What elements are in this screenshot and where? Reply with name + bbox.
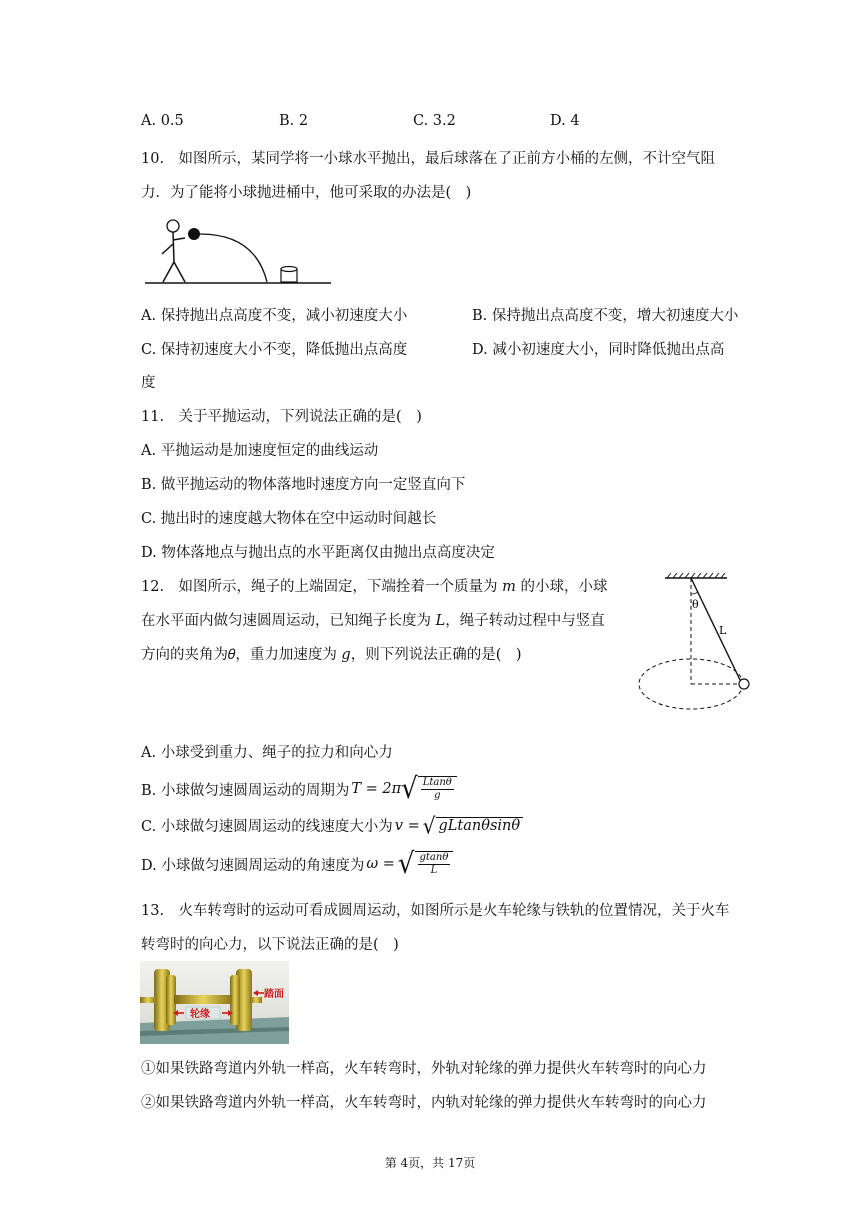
q12-option-a: A. 小球受到重力、绳子的拉力和向心力 xyxy=(141,745,393,761)
q12-option-d-lhs: 𝜔 = xyxy=(366,856,395,872)
q13-figure-tread-label: 踏面 xyxy=(264,989,284,1000)
q12-option-d-den: 𝐿 xyxy=(430,865,438,876)
q10-stem-line2: 力．为了能将小球抛进桶中，他可采取的办法是( ) xyxy=(141,185,472,201)
q12-figure-theta-label: θ xyxy=(692,598,699,611)
q12-option-c xyxy=(141,812,523,839)
q9-option-a: A. 0.5 xyxy=(141,113,184,129)
q11-option-a: A. 平抛运动是加速度恒定的曲线运动 xyxy=(141,443,379,459)
q12-figure-L-label: L xyxy=(719,624,727,637)
q12-option-d-num: 𝑔𝑡𝑎𝑛𝜃 xyxy=(419,852,449,863)
q12-stem-line1: 12. 如图所示，绳子的上端固定，下端拴着一个质量为 𝑚 的小球，小球 xyxy=(141,579,608,595)
q12-option-b-den: 𝑔 xyxy=(434,790,441,801)
q13-statement-1: ①如果铁路弯道内外轨一样高，火车转弯时，外轨对轮缘的弹力提供火车转弯时的向心力 xyxy=(141,1061,707,1077)
q12-option-c-text: C. 小球做匀速圆周运动的线速度大小为 xyxy=(141,819,393,835)
q12-stem-line3: 方向的夹角为𝜃，重力加速度为 𝑔，则下列说法正确的是( ) xyxy=(141,647,522,663)
q12-option-d xyxy=(141,847,453,881)
q12-option-c-radicand: 𝑔𝐿𝑡𝑎𝑛𝜃𝑠𝑖𝑛𝜃 xyxy=(436,817,524,834)
q10-stem-line1: 10. 如图所示，某同学将一小球水平抛出，最后球落在了正前方小桶的左侧，不计空气阻 xyxy=(141,151,716,167)
q13-stem-line1: 13. 火车转弯时的运动可看成圆周运动，如图所示是火车轮缘与铁轨的位置情况，关于火车 xyxy=(141,903,730,919)
q10-option-b: B. 保持抛出点高度不变，增大初速度大小 xyxy=(472,308,739,324)
q11-option-c: C. 抛出时的速度越大物体在空中运动时间越长 xyxy=(141,511,437,527)
q12-option-d-radical: √ $\frac{\text{𝑔𝑡𝑎𝑛𝜃}}{\text{𝐿}}$ xyxy=(398,851,453,877)
q10-option-c: C. 保持初速度大小不变，降低抛出点高度 xyxy=(141,342,408,358)
q10-option-d-continued: 度 xyxy=(141,375,156,391)
q12-conical-pendulum-figure xyxy=(635,572,755,714)
q11-option-b: B. 做平抛运动的物体落地时速度方向一定竖直向下 xyxy=(141,477,466,493)
q10-option-d: D. 减小初速度大小，同时降低抛出点高 xyxy=(472,342,725,358)
q9-option-d: D. 4 xyxy=(550,113,580,129)
q12-option-c-radical: √ 𝑔𝐿𝑡𝑎𝑛𝜃𝑠𝑖𝑛𝜃 xyxy=(423,816,523,836)
q12-option-b-text: B. 小球做匀速圆周运动的周期为 xyxy=(141,782,350,799)
q9-option-c: C. 3.2 xyxy=(413,113,456,129)
page-footer: 第 4页，共 17页 xyxy=(384,1156,476,1170)
q11-option-d: D. 物体落地点与抛出点的水平距离仅由抛出点高度决定 xyxy=(141,545,495,561)
q12-option-c-lhs: 𝑣 = xyxy=(394,817,420,834)
q12-stem-line2: 在水平面内做匀速圆周运动，已知绳子长度为 𝐿，绳子转动过程中与竖直 xyxy=(141,613,605,629)
q10-throw-figure xyxy=(143,214,333,288)
q11-stem: 11. 关于平抛运动，下列说法正确的是( ) xyxy=(141,409,422,425)
q12-option-b-lhs: 𝑇 = 2𝜋 xyxy=(351,781,402,797)
q12-option-b xyxy=(141,772,457,806)
q13-figure-flange-label: 轮缘 xyxy=(190,1009,210,1020)
q13-train-wheel-figure xyxy=(140,961,289,1044)
q13-statement-2: ②如果铁路弯道内外轨一样高，火车转弯时，内轨对轮缘的弹力提供火车转弯时的向心力 xyxy=(141,1095,707,1111)
q12-option-b-num: 𝐿𝑡𝑎𝑛𝜃 xyxy=(422,777,452,788)
q9-option-b: B. 2 xyxy=(279,113,309,129)
q10-option-a: A. 保持抛出点高度不变，减小初速度大小 xyxy=(141,308,408,324)
q12-option-b-radical: √ $\frac{\text{𝐿𝑡𝑎𝑛𝜃}}{\text{𝑔}}$ xyxy=(401,776,457,802)
q13-stem-line2: 转弯时的向心力，以下说法正确的是( ) xyxy=(141,937,399,953)
q12-option-d-text: D. 小球做匀速圆周运动的角速度为 xyxy=(141,857,365,874)
